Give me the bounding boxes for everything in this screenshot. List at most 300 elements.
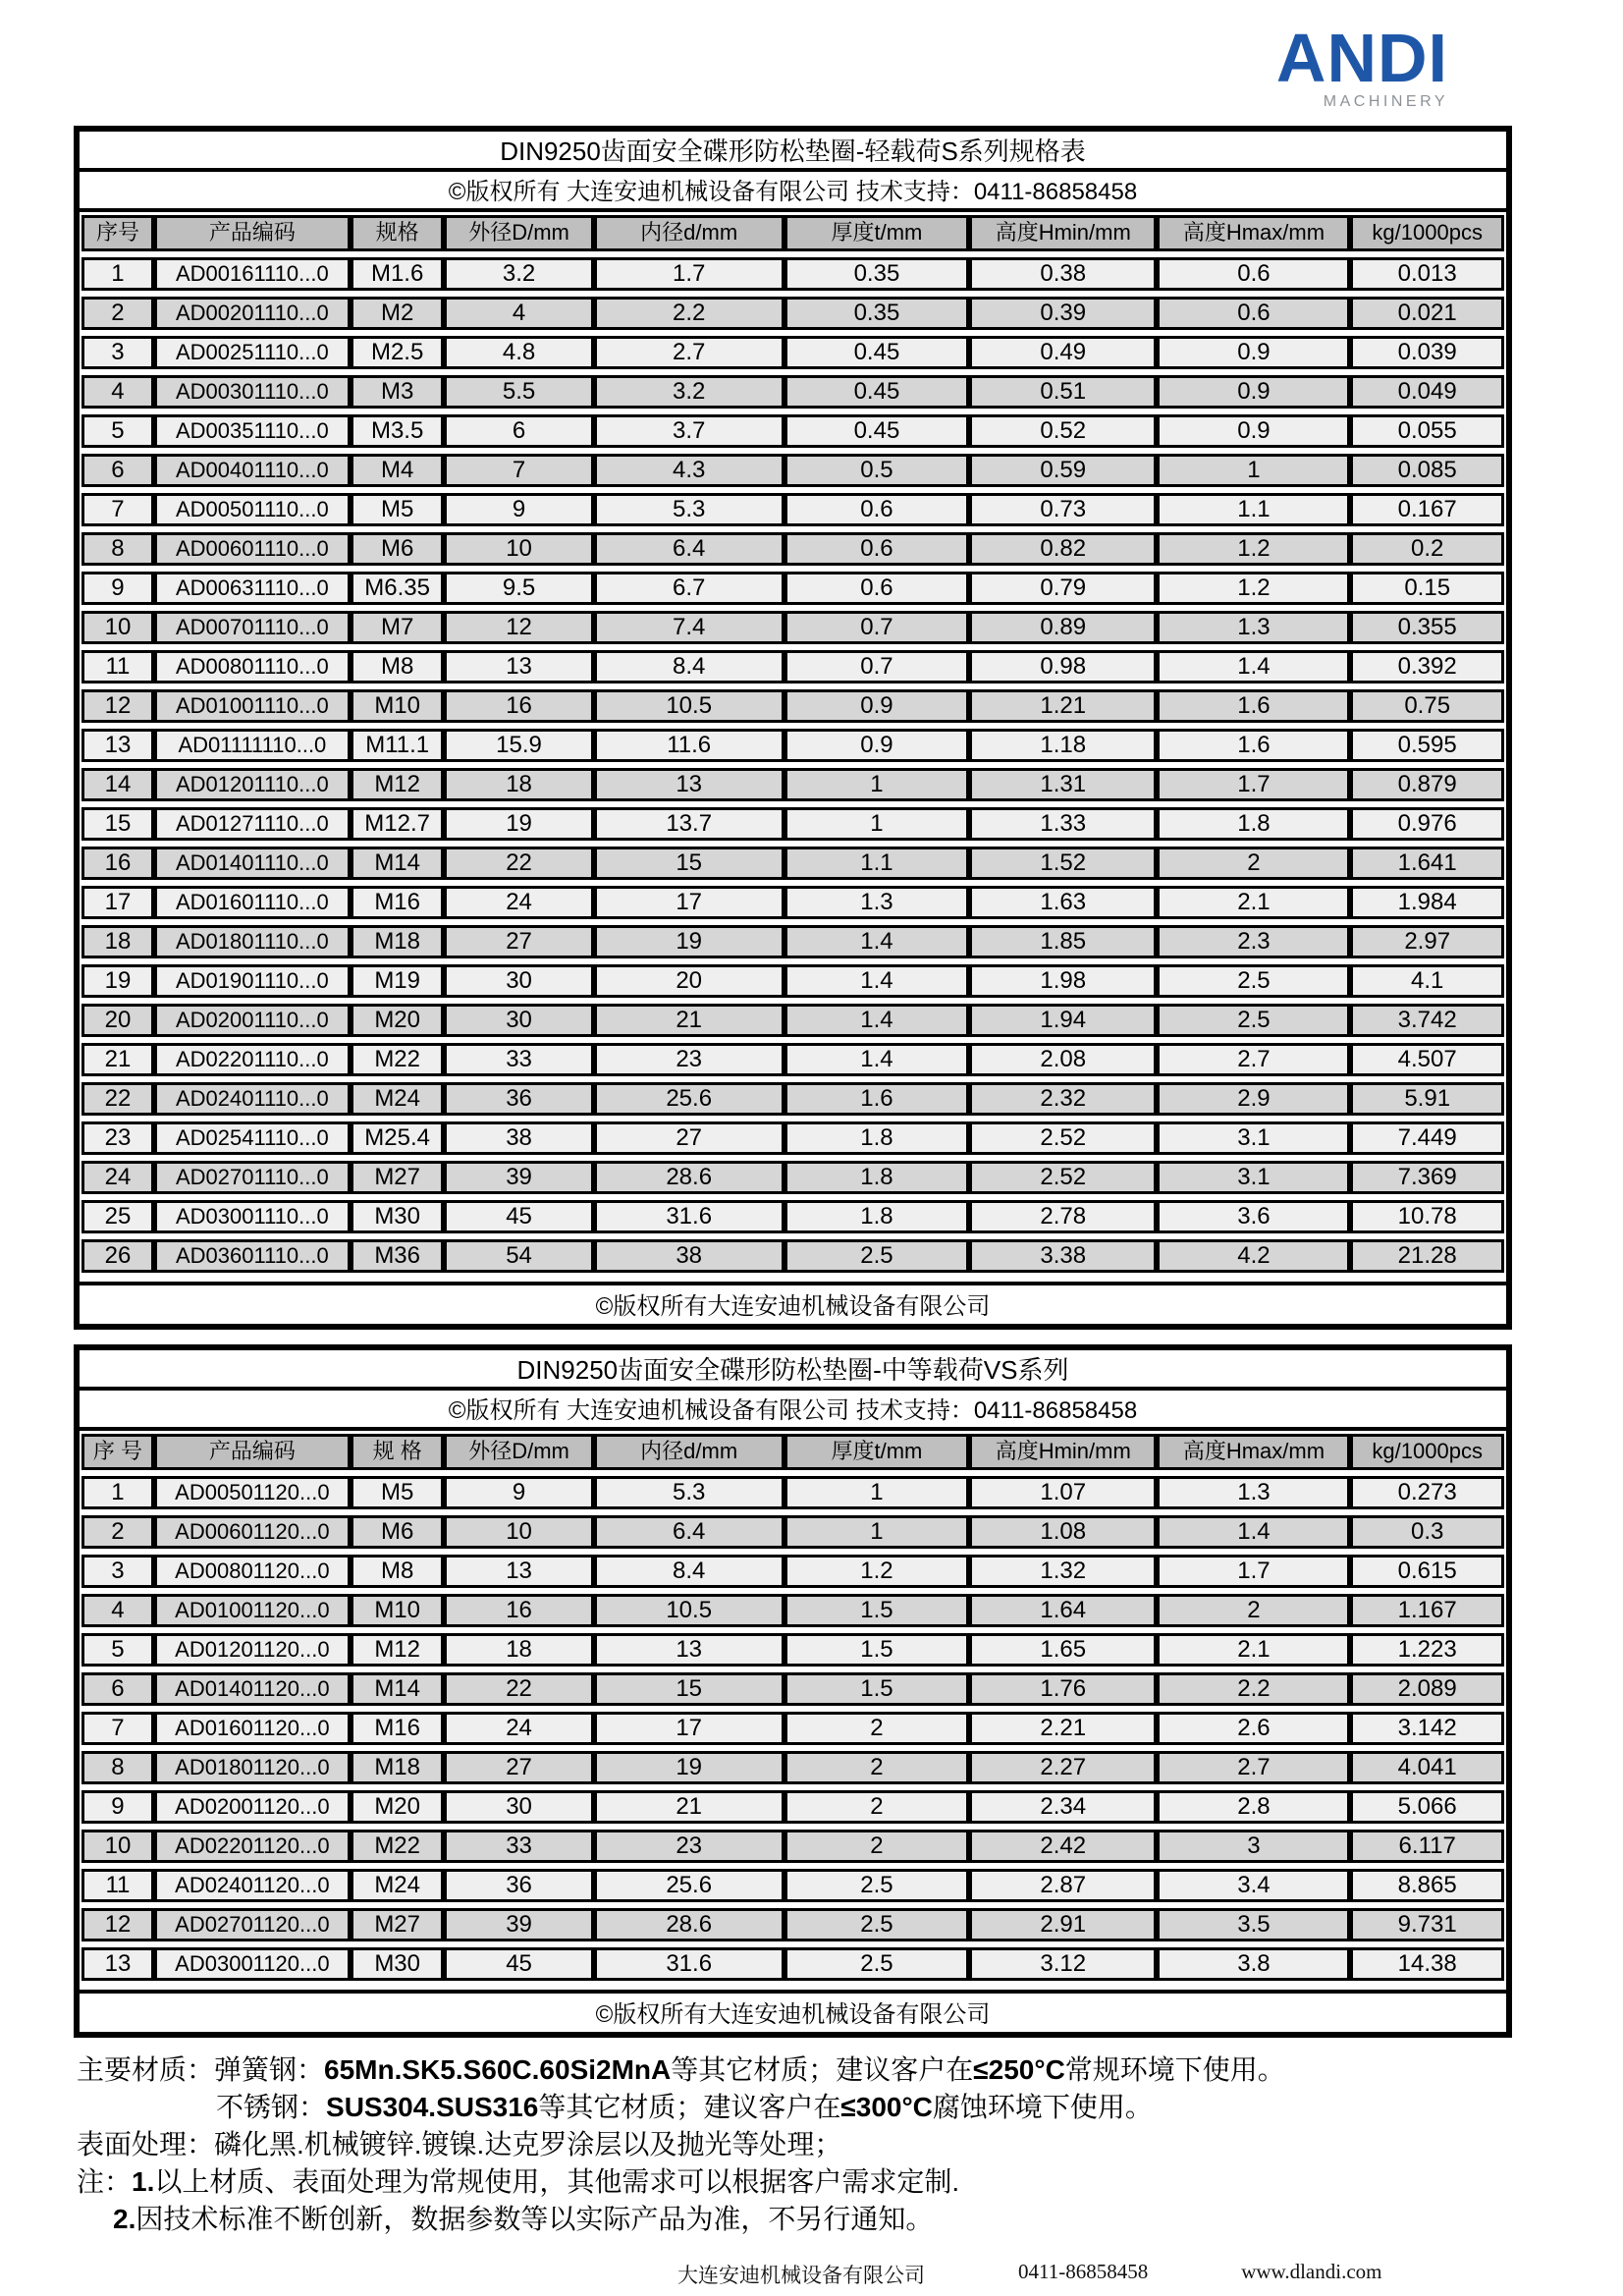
table-cell: M30 bbox=[351, 1947, 445, 1981]
column-header: 序 号 bbox=[81, 1434, 154, 1470]
table-cell: 0.6 bbox=[1157, 297, 1350, 330]
table-cell: 1.3 bbox=[784, 886, 969, 919]
table-cell: 1 bbox=[81, 1476, 154, 1509]
table-cell: 4.2 bbox=[1157, 1239, 1350, 1273]
table-cell: M25.4 bbox=[351, 1121, 445, 1155]
table-cell: 0.167 bbox=[1350, 493, 1503, 526]
table-cell: 0.82 bbox=[969, 532, 1157, 566]
table-cell: 1.8 bbox=[784, 1200, 969, 1233]
table-cell: 9 bbox=[444, 493, 593, 526]
table-cell: 28.6 bbox=[594, 1908, 784, 1941]
table-cell: 16 bbox=[81, 847, 154, 880]
table-row bbox=[81, 1200, 1504, 1233]
table-cell: AD01001120...0 bbox=[154, 1594, 351, 1627]
table-cell: 2.1 bbox=[1157, 1633, 1350, 1667]
table-cell: 0.273 bbox=[1350, 1476, 1503, 1509]
table-cell: 2.7 bbox=[1157, 1043, 1350, 1076]
table-cell: 12 bbox=[81, 689, 154, 723]
table-cell: 0.38 bbox=[969, 257, 1157, 291]
table-row bbox=[81, 689, 1504, 723]
table-cell: 13 bbox=[594, 768, 784, 801]
table-cell: 1.6 bbox=[784, 1082, 969, 1116]
table-cell: 2 bbox=[81, 1515, 154, 1549]
table-cell: 5.3 bbox=[594, 493, 784, 526]
table-cell: 0.51 bbox=[969, 375, 1157, 409]
table-cell: 3.142 bbox=[1350, 1712, 1503, 1745]
table-cell: 1.76 bbox=[969, 1672, 1157, 1706]
table-cell: 11 bbox=[81, 650, 154, 683]
table-cell: AD00161110...0 bbox=[154, 257, 351, 291]
table-cell: AD03001110...0 bbox=[154, 1200, 351, 1233]
table-cell: 2.9 bbox=[1157, 1082, 1350, 1116]
table-cell: 0.79 bbox=[969, 572, 1157, 605]
table-cell: 1.3 bbox=[1157, 1476, 1350, 1509]
table-cell: 0.45 bbox=[784, 414, 969, 448]
table-cell: 1.08 bbox=[969, 1515, 1157, 1549]
table-cell: 2.87 bbox=[969, 1869, 1157, 1902]
column-header: 序号 bbox=[81, 215, 154, 251]
table-cell: 30 bbox=[444, 1790, 593, 1824]
table-cell: 1 bbox=[784, 1515, 969, 1549]
table-cell: 2.2 bbox=[594, 297, 784, 330]
table-cell: 0.35 bbox=[784, 297, 969, 330]
table-cell: M16 bbox=[351, 1712, 445, 1745]
table-cell: 2.3 bbox=[1157, 925, 1350, 958]
table-cell: 1.5 bbox=[784, 1633, 969, 1667]
table-cell: 2 bbox=[1157, 1594, 1350, 1627]
table-cell: 9 bbox=[81, 572, 154, 605]
table-cell: AD02201120...0 bbox=[154, 1830, 351, 1863]
table-cell: AD01201110...0 bbox=[154, 768, 351, 801]
table-grid bbox=[80, 1431, 1506, 1990]
table-cell: 2.91 bbox=[969, 1908, 1157, 1941]
table-row bbox=[81, 1082, 1504, 1116]
table-cell: 1.8 bbox=[784, 1161, 969, 1194]
spec-table-s-series bbox=[74, 126, 1512, 1330]
column-header: 厚度t/mm bbox=[784, 1434, 969, 1470]
table-cell: 1.21 bbox=[969, 689, 1157, 723]
table-row bbox=[81, 768, 1504, 801]
table-cell: 1.4 bbox=[784, 1004, 969, 1037]
table-row bbox=[81, 611, 1504, 644]
table-cell: 0.879 bbox=[1350, 768, 1503, 801]
table-cell: 1.2 bbox=[1157, 532, 1350, 566]
table-cell: 0.085 bbox=[1350, 454, 1503, 487]
table-cell: 2.089 bbox=[1350, 1672, 1503, 1706]
table-cell: 18 bbox=[444, 768, 593, 801]
table-cell: M12 bbox=[351, 1633, 445, 1667]
table-cell: 3.742 bbox=[1350, 1004, 1503, 1037]
table-cell: 4.8 bbox=[444, 336, 593, 369]
table-cell: 24 bbox=[444, 1712, 593, 1745]
table-cell: 1.63 bbox=[969, 886, 1157, 919]
table-cell: 0.976 bbox=[1350, 807, 1503, 841]
table-cell: AD02701110...0 bbox=[154, 1161, 351, 1194]
table-cell: 3.1 bbox=[1157, 1121, 1350, 1155]
table-cell: 0.2 bbox=[1350, 532, 1503, 566]
table-cell: 3.8 bbox=[1157, 1947, 1350, 1981]
table-cell: 3.2 bbox=[444, 257, 593, 291]
table-cell: 2 bbox=[784, 1830, 969, 1863]
table-cell: 23 bbox=[594, 1043, 784, 1076]
table-cell: 0.013 bbox=[1350, 257, 1503, 291]
table-cell: 0.35 bbox=[784, 257, 969, 291]
table-row bbox=[81, 454, 1504, 487]
table-cell: 0.039 bbox=[1350, 336, 1503, 369]
footer-website: www.dlandi.com bbox=[1241, 2260, 1382, 2283]
column-header: 内径d/mm bbox=[594, 215, 784, 251]
table-cell: 4 bbox=[81, 375, 154, 409]
table-row bbox=[81, 1712, 1504, 1745]
table-cell: 1.32 bbox=[969, 1555, 1157, 1588]
table-cell: 13 bbox=[594, 1633, 784, 1667]
table-cell: M2.5 bbox=[351, 336, 445, 369]
table-cell: 1.18 bbox=[969, 729, 1157, 762]
table-cell: M18 bbox=[351, 1751, 445, 1784]
table-row bbox=[81, 1515, 1504, 1549]
table-cell: 1.223 bbox=[1350, 1633, 1503, 1667]
table-cell: AD02541110...0 bbox=[154, 1121, 351, 1155]
column-header: 规格 bbox=[351, 215, 445, 251]
table-cell: 38 bbox=[594, 1239, 784, 1273]
column-header: 高度Hmax/mm bbox=[1157, 215, 1350, 251]
table-cell: AD01001110...0 bbox=[154, 689, 351, 723]
table-cell: 0.9 bbox=[784, 689, 969, 723]
table-cell: 0.5 bbox=[784, 454, 969, 487]
table-cell: 6.7 bbox=[594, 572, 784, 605]
table-cell: M5 bbox=[351, 1476, 445, 1509]
table-cell: 0.59 bbox=[969, 454, 1157, 487]
table-cell: M18 bbox=[351, 925, 445, 958]
table-cell: M19 bbox=[351, 964, 445, 998]
table-cell: 25 bbox=[81, 1200, 154, 1233]
table-cell: 14 bbox=[81, 768, 154, 801]
table-cell: 0.9 bbox=[1157, 336, 1350, 369]
table-cell: AD02401110...0 bbox=[154, 1082, 351, 1116]
table-cell: 20 bbox=[81, 1004, 154, 1037]
column-header: 高度Hmin/mm bbox=[969, 1434, 1157, 1470]
table-cell: 3.12 bbox=[969, 1947, 1157, 1981]
table-cell: AD02701120...0 bbox=[154, 1908, 351, 1941]
table-cell: 0.6 bbox=[1157, 257, 1350, 291]
table-cell: 18 bbox=[444, 1633, 593, 1667]
table-row bbox=[81, 1555, 1504, 1588]
table-cell: 0.392 bbox=[1350, 650, 1503, 683]
table-cell: 1.6 bbox=[1157, 729, 1350, 762]
footer-phone: 0411-86858458 bbox=[1018, 2260, 1149, 2283]
table-cell: 1 bbox=[81, 257, 154, 291]
table-cell: 2.5 bbox=[1157, 1004, 1350, 1037]
table-row bbox=[81, 1121, 1504, 1155]
column-header: kg/1000pcs bbox=[1350, 215, 1503, 251]
table-cell: AD01601120...0 bbox=[154, 1712, 351, 1745]
table-cell: AD03001120...0 bbox=[154, 1947, 351, 1981]
table-cell: M12 bbox=[351, 768, 445, 801]
table-cell: 9 bbox=[81, 1790, 154, 1824]
table-cell: 2.21 bbox=[969, 1712, 1157, 1745]
table-cell: AD00631110...0 bbox=[154, 572, 351, 605]
table-row bbox=[81, 650, 1504, 683]
table-cell: AD00501110...0 bbox=[154, 493, 351, 526]
table-cell: 7 bbox=[81, 493, 154, 526]
table-cell: 2 bbox=[81, 297, 154, 330]
table-cell: 0.9 bbox=[1157, 414, 1350, 448]
table-cell: 1.64 bbox=[969, 1594, 1157, 1627]
table-row bbox=[81, 807, 1504, 841]
table-cell: 1.31 bbox=[969, 768, 1157, 801]
table-cell: M24 bbox=[351, 1082, 445, 1116]
table-copyright-row: ©版权所有 大连安迪机械设备有限公司 技术支持：0411-86858458 bbox=[80, 172, 1506, 212]
table-cell: AD01901110...0 bbox=[154, 964, 351, 998]
table-cell: 2.42 bbox=[969, 1830, 1157, 1863]
table-cell: AD00701110...0 bbox=[154, 611, 351, 644]
table-cell: 1.7 bbox=[1157, 768, 1350, 801]
table-cell: 4.3 bbox=[594, 454, 784, 487]
spec-table-vs-series bbox=[74, 1344, 1512, 2038]
table-cell: 13.7 bbox=[594, 807, 784, 841]
table-cell: 1.33 bbox=[969, 807, 1157, 841]
notes-block bbox=[74, 2051, 1623, 2238]
table-cell: 6.117 bbox=[1350, 1830, 1503, 1863]
table-cell: 17 bbox=[594, 1712, 784, 1745]
table-cell: M22 bbox=[351, 1830, 445, 1863]
table-row bbox=[81, 1633, 1504, 1667]
table-cell: 11 bbox=[81, 1869, 154, 1902]
column-header: 厚度t/mm bbox=[784, 215, 969, 251]
table-cell: 0.9 bbox=[784, 729, 969, 762]
table-cell: M36 bbox=[351, 1239, 445, 1273]
table-cell: M4 bbox=[351, 454, 445, 487]
table-cell: 1.4 bbox=[784, 1043, 969, 1076]
table-cell: 15.9 bbox=[444, 729, 593, 762]
table-cell: M20 bbox=[351, 1004, 445, 1037]
table-cell: 1.4 bbox=[784, 925, 969, 958]
table-cell: 8.865 bbox=[1350, 1869, 1503, 1902]
table-cell: 21 bbox=[594, 1790, 784, 1824]
table-cell: 27 bbox=[444, 1751, 593, 1784]
table-cell: M6 bbox=[351, 1515, 445, 1549]
table-cell: AD03601110...0 bbox=[154, 1239, 351, 1273]
table-cell: 1.8 bbox=[784, 1121, 969, 1155]
table-cell: 1.98 bbox=[969, 964, 1157, 998]
column-header: kg/1000pcs bbox=[1350, 1434, 1503, 1470]
table-cell: M7 bbox=[351, 611, 445, 644]
table-cell: 10 bbox=[444, 1515, 593, 1549]
table-cell: 6.4 bbox=[594, 1515, 784, 1549]
table-cell: 2.34 bbox=[969, 1790, 1157, 1824]
table-cell: 6.4 bbox=[594, 532, 784, 566]
table-cell: 0.049 bbox=[1350, 375, 1503, 409]
table-cell: 23 bbox=[81, 1121, 154, 1155]
table-cell: AD01111110...0 bbox=[154, 729, 351, 762]
table-cell: 2.32 bbox=[969, 1082, 1157, 1116]
table-cell: 13 bbox=[444, 1555, 593, 1588]
table-cell: 22 bbox=[81, 1082, 154, 1116]
table-footer-row: ©版权所有大连安迪机械设备有限公司 bbox=[80, 1282, 1506, 1324]
table-cell: 5.3 bbox=[594, 1476, 784, 1509]
table-cell: 2.6 bbox=[1157, 1712, 1350, 1745]
table-cell: M6 bbox=[351, 532, 445, 566]
table-cell: 2.5 bbox=[784, 1869, 969, 1902]
table-cell: 1.7 bbox=[594, 257, 784, 291]
table-cell: 15 bbox=[594, 847, 784, 880]
table-row bbox=[81, 1751, 1504, 1784]
table-cell: AD00601120...0 bbox=[154, 1515, 351, 1549]
table-cell: 21 bbox=[594, 1004, 784, 1037]
table-cell: M20 bbox=[351, 1790, 445, 1824]
table-cell: 2.7 bbox=[1157, 1751, 1350, 1784]
column-header: 内径d/mm bbox=[594, 1434, 784, 1470]
table-cell: 27 bbox=[594, 1121, 784, 1155]
table-cell: 14.38 bbox=[1350, 1947, 1503, 1981]
table-cell: 39 bbox=[444, 1908, 593, 1941]
table-cell: 19 bbox=[81, 964, 154, 998]
table-grid bbox=[80, 212, 1506, 1282]
table-cell: 27 bbox=[444, 925, 593, 958]
table-cell: M8 bbox=[351, 650, 445, 683]
table-cell: 0.9 bbox=[1157, 375, 1350, 409]
table-cell: 2.78 bbox=[969, 1200, 1157, 1233]
footer-company: 大连安迪机械设备有限公司 bbox=[677, 2264, 925, 2287]
table-cell: M14 bbox=[351, 847, 445, 880]
table-cell: 0.49 bbox=[969, 336, 1157, 369]
table-cell: M11.1 bbox=[351, 729, 445, 762]
table-title: DIN9250齿面安全碟形防松垫圈-中等载荷VS系列 bbox=[80, 1350, 1506, 1391]
table-row bbox=[81, 1908, 1504, 1941]
table-cell: 31.6 bbox=[594, 1947, 784, 1981]
table-cell: AD02001110...0 bbox=[154, 1004, 351, 1037]
table-cell: AD00351110...0 bbox=[154, 414, 351, 448]
table-row bbox=[81, 572, 1504, 605]
table-cell: 31.6 bbox=[594, 1200, 784, 1233]
table-cell: AD00251110...0 bbox=[154, 336, 351, 369]
table-cell: 5.91 bbox=[1350, 1082, 1503, 1116]
table-cell: M10 bbox=[351, 1594, 445, 1627]
table-cell: 2.5 bbox=[1157, 964, 1350, 998]
table-row bbox=[81, 1594, 1504, 1627]
table-footer-row: ©版权所有大连安迪机械设备有限公司 bbox=[80, 1990, 1506, 2032]
table-cell: AD01401110...0 bbox=[154, 847, 351, 880]
table-cell: 19 bbox=[444, 807, 593, 841]
table-cell: 25.6 bbox=[594, 1869, 784, 1902]
table-cell: M1.6 bbox=[351, 257, 445, 291]
table-cell: 15 bbox=[594, 1672, 784, 1706]
table-cell: 3 bbox=[81, 1555, 154, 1588]
table-cell: 15 bbox=[81, 807, 154, 841]
brand-logo bbox=[1275, 20, 1448, 111]
table-cell: 13 bbox=[81, 729, 154, 762]
table-cell: 0.055 bbox=[1350, 414, 1503, 448]
table-cell: 3.6 bbox=[1157, 1200, 1350, 1233]
table-cell: 4.507 bbox=[1350, 1043, 1503, 1076]
table-cell: 5 bbox=[81, 1633, 154, 1667]
table-cell: M14 bbox=[351, 1672, 445, 1706]
table-cell: 6 bbox=[81, 454, 154, 487]
column-header: 外径D/mm bbox=[444, 215, 593, 251]
table-cell: 2.52 bbox=[969, 1161, 1157, 1194]
table-cell: M2 bbox=[351, 297, 445, 330]
table-cell: AD01801110...0 bbox=[154, 925, 351, 958]
table-cell: 12 bbox=[444, 611, 593, 644]
table-cell: 7.369 bbox=[1350, 1161, 1503, 1194]
table-cell: 22 bbox=[444, 847, 593, 880]
table-cell: AD01201120...0 bbox=[154, 1633, 351, 1667]
note-line: 2.因技术标准不断创新，数据参数等以实际产品为准，不另行通知。 bbox=[113, 2204, 934, 2234]
table-cell: AD00801110...0 bbox=[154, 650, 351, 683]
table-cell: 8.4 bbox=[594, 650, 784, 683]
table-cell: 38 bbox=[444, 1121, 593, 1155]
table-cell: 30 bbox=[444, 964, 593, 998]
table-cell: 3 bbox=[81, 336, 154, 369]
table-cell: 2.5 bbox=[784, 1947, 969, 1981]
table-cell: 3.5 bbox=[1157, 1908, 1350, 1941]
table-cell: 24 bbox=[444, 886, 593, 919]
table-cell: AD02001120...0 bbox=[154, 1790, 351, 1824]
table-cell: 0.75 bbox=[1350, 689, 1503, 723]
column-header: 外径D/mm bbox=[444, 1434, 593, 1470]
table-cell: 39 bbox=[444, 1161, 593, 1194]
table-cell: 2.08 bbox=[969, 1043, 1157, 1076]
table-cell: 2 bbox=[784, 1790, 969, 1824]
table-cell: 26 bbox=[81, 1239, 154, 1273]
table-cell: 1.5 bbox=[784, 1594, 969, 1627]
table-cell: 45 bbox=[444, 1200, 593, 1233]
column-header: 高度Hmin/mm bbox=[969, 215, 1157, 251]
table-cell: 7.449 bbox=[1350, 1121, 1503, 1155]
table-cell: 1.85 bbox=[969, 925, 1157, 958]
table-cell: 1.4 bbox=[1157, 650, 1350, 683]
table-cell: 11.6 bbox=[594, 729, 784, 762]
table-cell: 1.5 bbox=[784, 1672, 969, 1706]
table-cell: 5.5 bbox=[444, 375, 593, 409]
table-cell: 0.6 bbox=[784, 493, 969, 526]
note-line: 不锈钢：SUS304.SUS316等其它材质；建议客户在≤300°C腐蚀环境下使用。 bbox=[216, 2092, 1153, 2122]
table-cell: 2.97 bbox=[1350, 925, 1503, 958]
table-cell: M3.5 bbox=[351, 414, 445, 448]
table-cell: 1.52 bbox=[969, 847, 1157, 880]
table-row bbox=[81, 1947, 1504, 1981]
table-cell: 1 bbox=[1157, 454, 1350, 487]
table-cell: 2.2 bbox=[1157, 1672, 1350, 1706]
table-cell: 0.615 bbox=[1350, 1555, 1503, 1588]
header-row bbox=[81, 215, 1504, 251]
table-cell: 21 bbox=[81, 1043, 154, 1076]
table-cell: 0.15 bbox=[1350, 572, 1503, 605]
table-cell: AD01401120...0 bbox=[154, 1672, 351, 1706]
table-cell: 8.4 bbox=[594, 1555, 784, 1588]
table-row bbox=[81, 257, 1504, 291]
table-cell: 1.07 bbox=[969, 1476, 1157, 1509]
table-cell: 0.89 bbox=[969, 611, 1157, 644]
table-cell: M16 bbox=[351, 886, 445, 919]
table-cell: 0.45 bbox=[784, 375, 969, 409]
table-cell: 19 bbox=[594, 1751, 784, 1784]
table-cell: 0.595 bbox=[1350, 729, 1503, 762]
table-cell: 1.4 bbox=[1157, 1515, 1350, 1549]
table-cell: 18 bbox=[81, 925, 154, 958]
table-cell: 4 bbox=[444, 297, 593, 330]
table-row bbox=[81, 375, 1504, 409]
table-cell: 2.5 bbox=[784, 1239, 969, 1273]
table-cell: M27 bbox=[351, 1161, 445, 1194]
table-row bbox=[81, 886, 1504, 919]
table-cell: 36 bbox=[444, 1869, 593, 1902]
table-cell: 7 bbox=[81, 1712, 154, 1745]
table-cell: 10.5 bbox=[594, 689, 784, 723]
column-header: 规 格 bbox=[351, 1434, 445, 1470]
table-cell: 2.7 bbox=[594, 336, 784, 369]
table-cell: 1.2 bbox=[784, 1555, 969, 1588]
